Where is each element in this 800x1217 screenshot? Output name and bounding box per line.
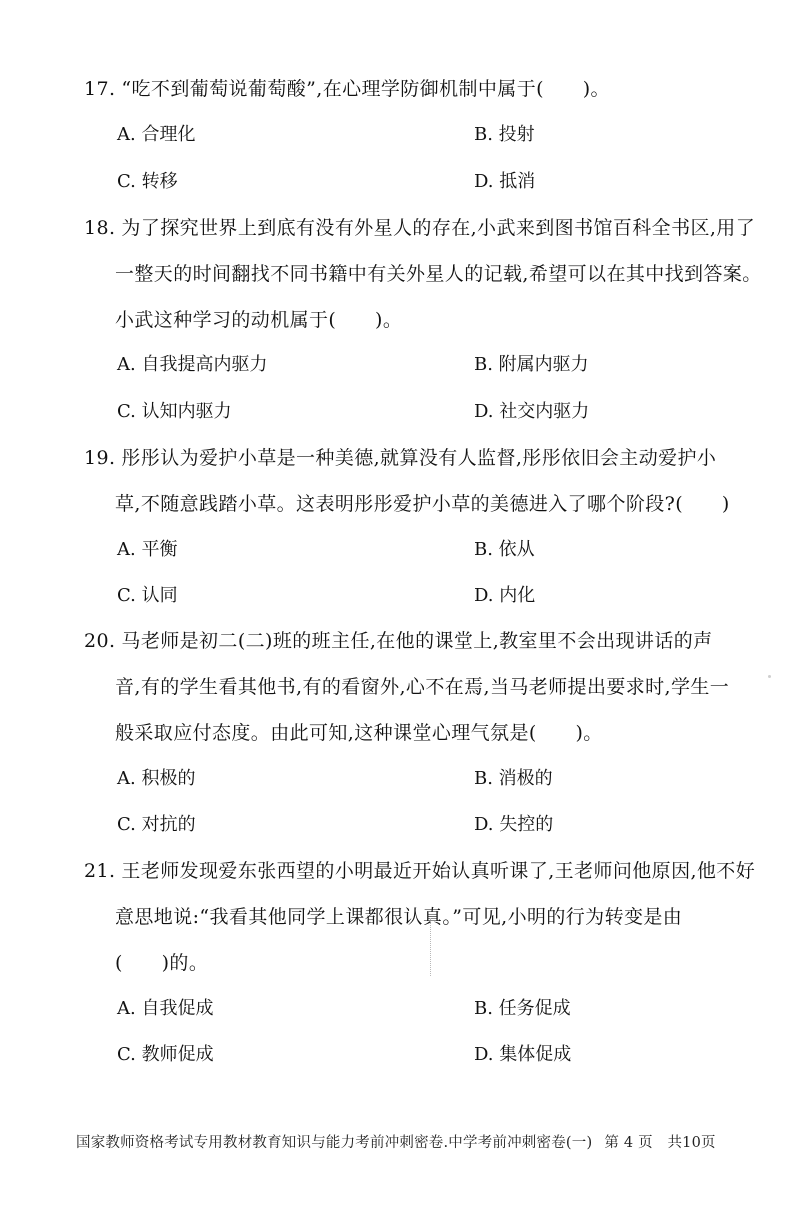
question-stem-line: 17. “吃不到葡萄说葡萄酸”,在心理学防御机制中属于( )。 (84, 78, 610, 100)
scan-artifact (430, 918, 433, 976)
option-a[interactable]: A. 自我促成 (117, 998, 214, 1019)
question-number: 19. (84, 447, 116, 469)
option-d[interactable]: D. 集体促成 (474, 1044, 572, 1065)
question-stem-line: 意思地说:“我看其他同学上课都很认真。”可见,小明的行为转变是由 (115, 906, 683, 928)
option-a[interactable]: A. 平衡 (117, 539, 178, 560)
option-c[interactable]: C. 对抗的 (117, 814, 196, 835)
option-b[interactable]: B. 消极的 (474, 768, 553, 789)
question-stem-line: 一整天的时间翻找不同书籍中有关外星人的记载,希望可以在其中找到答案。 (115, 263, 762, 285)
option-a[interactable]: A. 合理化 (117, 124, 196, 145)
question-stem-line: 20. 马老师是初二(二)班的班主任,在他的课堂上,教室里不会出现讲话的声 (84, 630, 713, 652)
option-b[interactable]: B. 投射 (474, 124, 535, 145)
option-c[interactable]: C. 认知内驱力 (117, 401, 232, 422)
question-number: 17. (84, 78, 116, 100)
option-b[interactable]: B. 附属内驱力 (474, 354, 589, 375)
question-stem-line: 21. 王老师发现爱东张西望的小明最近开始认真听课了,王老师问他原因,他不好 (84, 860, 756, 882)
option-d[interactable]: D. 内化 (474, 585, 536, 606)
question-stem-line: 18. 为了探究世界上到底有没有外星人的存在,小武来到图书馆百科全书区,用了 (84, 217, 756, 239)
option-a[interactable]: A. 自我提高内驱力 (117, 354, 268, 375)
question-stem-line: ( )的。 (115, 952, 209, 974)
option-c[interactable]: C. 认同 (117, 585, 178, 606)
question-stem-line: 草,不随意践踏小草。这表明彤彤爱护小草的美德进入了哪个阶段?( ) (115, 493, 730, 515)
option-c[interactable]: C. 转移 (117, 171, 178, 192)
question-stem-line: 19. 彤彤认为爱护小草是一种美德,就算没有人监督,彤彤依旧会主动爱护小 (84, 447, 717, 469)
option-a[interactable]: A. 积极的 (117, 768, 196, 789)
page-footer (76, 1133, 716, 1153)
question-number: 21. (84, 860, 116, 882)
option-b[interactable]: B. 依从 (474, 539, 535, 560)
scan-dot (768, 675, 771, 678)
option-b[interactable]: B. 任务促成 (474, 998, 571, 1019)
footer-title: 国家教师资格考试专用教材教育知识与能力考前冲刺密卷.中学考前冲刺密卷(一) (76, 1135, 593, 1151)
question-stem-line: 音,有的学生看其他书,有的看窗外,心不在焉,当马老师提出要求时,学生一 (115, 676, 730, 698)
question-number: 20. (84, 630, 116, 652)
question-number: 18. (84, 217, 116, 239)
question-stem-line: 般采取应付态度。由此可知,这种课堂心理气氛是( )。 (115, 722, 603, 744)
option-c[interactable]: C. 教师促成 (117, 1044, 214, 1065)
option-d[interactable]: D. 社交内驱力 (474, 401, 590, 422)
page-number: 第 4 页 共10页 (604, 1135, 716, 1151)
option-d[interactable]: D. 失控的 (474, 814, 554, 835)
option-d[interactable]: D. 抵消 (474, 171, 536, 192)
question-stem-line: 小武这种学习的动机属于( )。 (115, 309, 403, 331)
